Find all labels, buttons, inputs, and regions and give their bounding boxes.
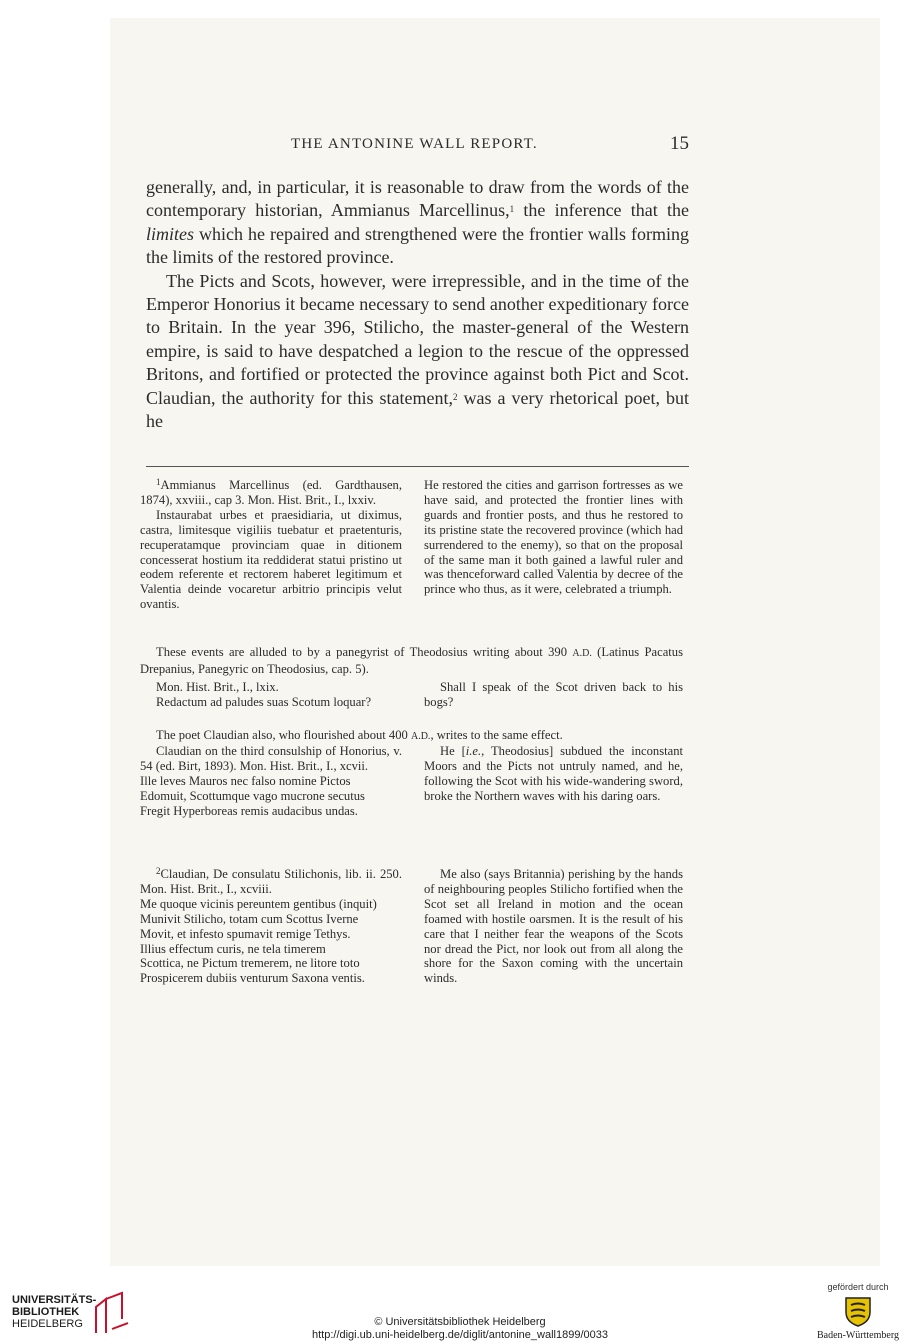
verse-line: Ille leves Mauros nec falso nomine Pictos [140,773,351,788]
library-logo-text: UNIVERSITÄTS- BIBLIOTHEK [12,1294,97,1318]
verse-line: Movit, et infesto spumavit remige Tethys. [140,926,351,941]
pacatus-translation: Shall I speak of the Scot driven back to his bogs? [424,680,683,709]
claudian-1-translation: He [i.e., Theodosius] subdued the inconstant Moors and the Picts not untruly named, and he, following the Scot with his wide-wandering sword, broke the Northern waves with his daring oars. [424,744,683,803]
verse-line: Edomuit, Scottumque vago mucrone secutus [140,788,365,803]
footnote-1-left [140,478,402,612]
footnote-1-translation: He restored the cities and garrison fortresses as we have said, and protected the frontier lines with guards and frontier posts, and thus he restored to its pristine state the recovered province (which had surrendered to the enemy), so that on the proposal of the same man it both gained a lawful ruler and was thenceforward called Valentia by decree of the prince who thus, as it were, celebrated a triumph. [424,478,683,597]
running-title: THE ANTONINE WALL REPORT. [291,136,538,152]
footnote-2-left: $^2$Claudian, De consulatu Stilichonis, lib. ii. 250. Mon. Hist. Brit., I., xcviii. Me quoque vicinis pereuntem gentibus (inquit) Munivit Stilicho, totam cum Scottus Iverne Movit, et infesto spumavit remige Tethys. Illius effectum curis, ne tela timerem Scottica, ne Pictum tremerem, ne litore toto Prospicerem dubiis venturum Saxona ventis. [140,866,402,986]
claudian-intro: The poet Claudian also, who flourished about 400 A.D., writes to the same effect. [156,728,563,742]
library-city: HEIDELBERG [12,1318,83,1330]
verse-line: Prospicerem dubiis venturum Saxona ventis. [140,971,365,986]
italic-term: limites [146,223,194,244]
sponsor-name: Baden-Württemberg [816,1330,899,1341]
paragraph-1: generally, and, in particular, it is reasonable to draw from the words of the contemporary historian, Ammianus Marcellinus,$^1$ the inference that the limites which he repaired and strengthened were the frontier walls forming the limits of the restored province. [146,177,689,268]
page-number: 15 [670,133,689,154]
pacatus-latin: Mon. Hist. Brit., I., lxix. Redactum ad paludes suas Scotum loquar? [156,680,372,709]
pacatus-intro: These events are alluded to by a panegyrist of Theodosius writing about 390 A.D. (Latinus Pacatus Drepanius, Panegyric on Theodosius, cap. 5). [140,645,683,676]
state-coat-of-arms-icon [841,1294,875,1328]
copyright-notice: © Universitätsbibliothek Heidelberg [374,1316,546,1328]
permalink-url[interactable]: http://digi.ub.uni-heidelberg.de/diglit/antonine_wall1899/0033 [311,1329,608,1341]
paragraph-2: The Picts and Scots, however, were irrepressible, and in the time of the Emperor Honorius it became necessary to send another expeditionary force to Britain. In the year 396, Stilicho, the master-general of the Western empire, is said to have despatched a legion to the rescue of the oppressed Britons, and fortified or protected the province against both Pict and Scot. Claudian, the authority for this statement,$^2$ was a very rhetorical poet, but he [146,270,689,432]
verse-line: Fregit Hyperboreas remis audacibus undas. [140,803,358,818]
verse-line: Me quoque vicinis pereuntem gentibus (inquit) [140,896,377,911]
main-text [146,176,689,433]
verse-line: Scottica, ne Pictum tremerem, ne litore toto [140,956,360,971]
footnote-rule [146,466,689,467]
footnote-ref-1: 1 [509,204,515,215]
footnote-1-reference: $^1$Ammianus Marcellinus (ed. Gardthausen, 1874), xxviii., cap 3. Mon. Hist. Brit., I., lxxiv. [140,477,402,507]
verse-line: Illius effectum curis, ne tela timerem [140,941,326,956]
footnote-1-latin: Instaurabat urbes et praesidiaria, ut diximus, castra, limitesque vigiliis tuebatur et praetenturis, recuperatamque provinciam quae in ditionem concesserat hostium ita reddiderat statui pristino ut eodem referente et rectorem haberet legitimum et Valentia deinde vocaretur arbitrio principis velut ovantis. [140,507,402,612]
claudian-1-latin: Claudian on the third consulship of Honorius, v. 54 (ed. Birt, 1893). Mon. Hist. Brit., I., xcvii. Ille leves Mauros nec falso nomine Pictos Edomuit, Scottumque vago mucrone secutus Fregit Hyperboreas remis audacibus undas. [140,744,402,818]
footnote-2-translation: Me also (says Britannia) perishing by the hands of neighbouring peoples Stilicho fortified when the Scot set all Ireland in motion and the ocean foamed with hostile oarsmen. It is the result of his care that I neither fear the weapons of the Scots nor dread the Pict, nor look out from all along the shore for the Saxon coming with the uncertain winds. [424,867,683,986]
verse-line: Munivit Stilicho, totam cum Scottus Iverne [140,911,359,926]
sponsor-label: gefördert durch [827,1282,889,1292]
footnote-ref-2: 2 [453,391,458,402]
